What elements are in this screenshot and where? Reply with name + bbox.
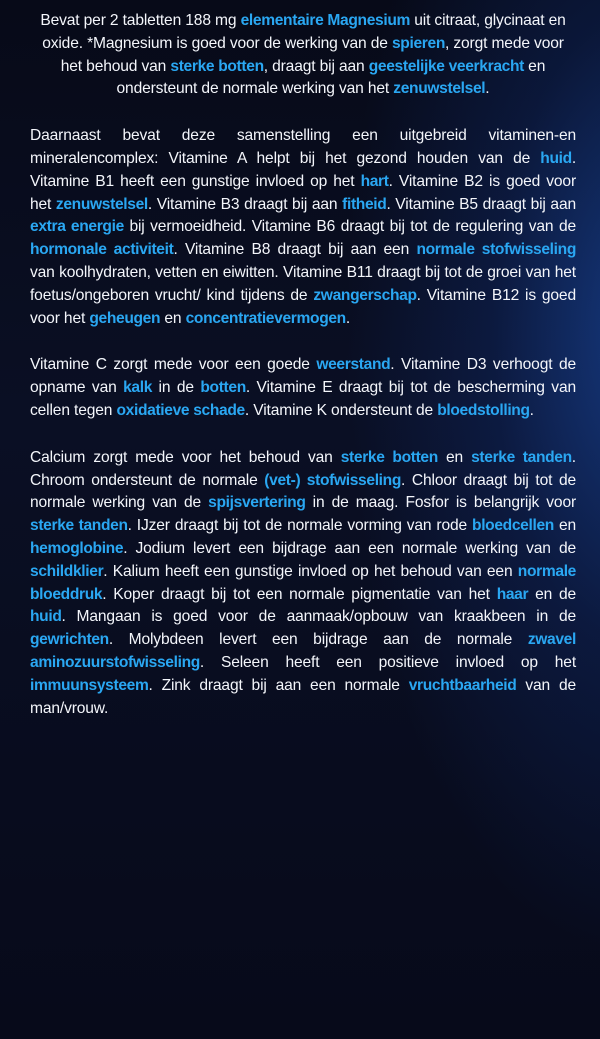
body-text: . Vitamine B3 draagt bij aan [147,195,343,213]
highlighted-term: geheugen [89,309,161,327]
body-text: . [485,80,490,98]
minerals-paragraph [30,447,576,721]
body-text: van koolhydraten, vetten en eiwitten. Vitamine B11 draagt bij tot de groei van het foetus/ongeboren vrucht/ kind tijdens de [30,263,576,304]
body-text: en ondersteunt de normale werking van het [116,57,546,98]
body-text: . Vitamine D3 verhoogt de opname van [30,356,576,397]
highlighted-term: bloedcellen [472,517,554,535]
highlighted-term: bloedstolling [437,401,530,419]
highlighted-term: fitheid [342,195,387,213]
highlighted-term: huid [30,608,62,626]
highlighted-term: concentratievermogen [185,309,346,327]
body-text: . Vitamine E draagt bij tot de bescherming van cellen tegen [30,379,576,419]
body-text: . Chroom ondersteunt de normale [30,448,576,489]
highlighted-term: zwangerschap [313,286,417,304]
body-text: en [437,448,472,466]
body-text: . Koper draagt bij tot een normale pigmentatie van het [102,585,497,603]
highlighted-term: (vet-) stofwisseling [264,471,402,489]
body-text: . Seleen heeft een positieve invloed op het [199,653,576,671]
highlighted-term: zenuwstelsel [55,195,148,213]
highlighted-term: hemoglobine [30,539,124,557]
body-text: Vitamine C zorgt mede voor een goede [30,356,317,374]
vitamin-cdek-paragraph [30,354,576,422]
highlighted-term: zwavel aminozuurstofwisseling [30,631,576,671]
highlighted-term: elementaire Magnesium [240,12,411,29]
highlighted-term: vruchtbaarheid [408,676,517,694]
body-text: . [345,309,351,327]
body-text: . Vitamine K ondersteunt de [244,401,438,419]
highlighted-term: normale bloeddruk [30,562,576,603]
body-text: Calcium zorgt mede voor het behoud van [30,448,341,466]
highlighted-term: immuunsysteem [30,676,149,694]
body-text: . Chloor draagt bij tot de normale werking van de [30,471,576,512]
body-text: van de man/vrouw. [30,676,576,717]
body-text: , zorgt mede voor het behoud van [60,34,564,75]
body-text: . Vitamine B5 draagt bij aan [386,195,576,213]
body-text: , draagt bij aan [263,57,369,75]
body-text: . Mangaan is goed voor de aanmaak/opbouw van kraakbeen in de [61,608,576,626]
highlighted-term: hart [360,172,389,190]
highlighted-term: spieren [391,34,445,52]
highlighted-term: gewrichten [30,631,109,649]
highlighted-term: sterke botten [340,448,438,466]
body-text: en [553,517,576,535]
body-text: . Vitamine B1 heeft een gunstige invloed op het [30,149,576,190]
body-text: bij vermoeidheid. Vitamine B6 draagt bij tot de regulering van de [123,218,577,236]
highlighted-term: haar [496,585,529,603]
body-text: . Vitamine B2 is goed voor het [30,172,576,213]
body-text: . Jodium levert een bijdrage aan een normale werking van de [123,539,576,557]
highlighted-term: extra energie [30,218,124,236]
highlighted-term: sterke botten [170,57,264,75]
magnesium-paragraph [30,10,576,101]
highlighted-term: oxidatieve schade [116,401,245,419]
highlighted-term: huid [540,149,572,167]
body-text: Bevat per 2 tabletten 188 mg [40,12,241,29]
highlighted-term: sterke tanden [471,448,572,466]
highlighted-term: weerstand [316,356,391,374]
body-text: in de maag. Fosfor is belangrijk voor [305,494,577,512]
body-text: uit citraat, glycinaat en oxide. *Magnesium is goed voor de werking van de [42,12,566,52]
highlighted-term: spijsvertering [208,494,306,512]
highlighted-term: zenuwstelsel [393,80,486,98]
highlighted-term: schildklier [30,562,104,580]
body-text: . Zink draagt bij aan een normale [148,676,409,694]
body-text: . Vitamine B12 is goed voor het [30,286,576,327]
body-text: . Molybdeen levert een bijdrage aan de normale [108,631,528,649]
highlighted-term: sterke tanden [30,517,128,535]
body-text: . Vitamine B8 draagt bij aan een [173,241,417,259]
highlighted-term: normale stofwisseling [416,241,576,259]
highlighted-term: hormonale activiteit [30,241,174,259]
body-text: en de [528,585,576,603]
vitamin-b-paragraph [30,125,576,330]
highlighted-term: kalk [123,379,153,397]
highlighted-term: geestelijke veerkracht [368,57,524,75]
body-text: in de [152,379,201,397]
body-text: . [529,401,534,419]
highlighted-term: botten [200,379,246,397]
body-text: . Kalium heeft een gunstige invloed op het behoud van een [103,562,518,580]
body-text: . IJzer draagt bij tot de normale vorming van rode [127,517,473,535]
body-text: en [160,309,186,327]
body-text: Daarnaast bevat deze samenstelling een uitgebreid vitaminen-en mineralencomplex: Vitamine A helpt bij het gezond houden van de [30,127,576,167]
